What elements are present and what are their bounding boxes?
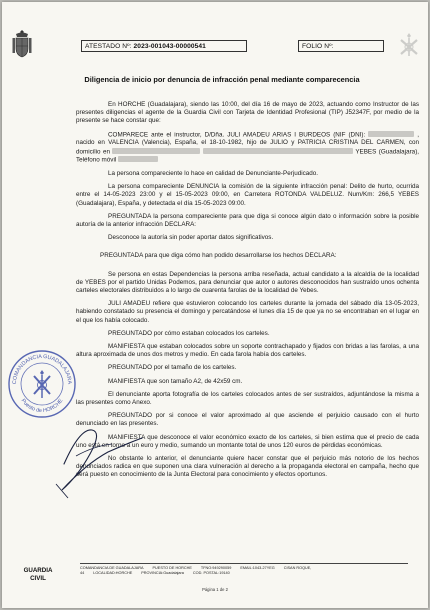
comparece-text-2: , nacido en VALENCIA (Valencia), España, el 18-10-1982, hijo de JULIO y PATRICIA CRISTINA DEL CARMEN, con domicilio en [76,131,420,156]
atestado-label: ATESTADO Nº: [85,43,132,50]
footer-provincia: PROVINCIA:Guadalajara [141,571,184,576]
guardia-civil-emblem-icon [397,32,421,58]
paragraph-persona: Se persona en estas Dependencias la persona arriba reseñada, actual candidato a la alcaldía de la localidad de YEBES por el partido Unidas Podemos, para denunciar que autor o autores desconocidos han sustraído unos ochenta carteles electorales distribuidos a lo largo de cuarenta farolas de la localidad de Yebes. [76,270,419,294]
footer-address: CISAN ROQUE, [283,566,312,570]
paragraph-juli-refiere: JULI AMADEU refiere que estuvieron colocando los carteles durante la jornada del sábado día 13-05-2023, habiendo constatado su presencia el domingo y percatándose el lunes día 15 de que ya no se encontraban en el lugar en el que los había colocado. [76,300,419,324]
paragraph-manifiesta-valor: MANIFIESTA que desconoce el valor económico exacto de los carteles, si bien estima que el precio de cada uno está en torno a un euro y medio, sumando un montante total de unos 120 euros de pérdidas económicas. [76,433,419,449]
folio-box [298,40,384,52]
stamp-bottom-text: Puesto de HORCHE [19,398,65,415]
redacted-address-2 [203,148,353,154]
document-page [2,2,428,608]
stamp-top-text: COMANDANCIA GUADALAJARA [11,353,73,385]
footer-email: EMAIL:1043-27YEG [240,566,275,570]
paragraph-preguntado-tamano: PREGUNTADO por el tamaño de los carteles. [108,364,237,372]
margin-label-line-2: CIVIL [30,575,46,582]
paragraph-intro: En HORCHE (Guadalajara), siendo las 10:00, del día 16 de mayo de 2023, actuando como Instructor de las presentes diligencias el agente de la Guardia Civil con Tarjeta de Identidad Profesional (TIP) J52347F, por medio de la presente se hace constar que: [76,101,419,125]
paragraph-denuncia: La persona compareciente DENUNCIA la comisión de la siguiente infracción penal: Delito de hurto, ocurrida entre el 14-05-2023 23:00 y el 15-05-2023 09:00, en Carretera ROTONDA VALDELUZ. Num/Km: 266,5 YEBES (Guadalajara), España, y detectada el día 15-05-2023 09:00. [76,183,419,207]
footer-comandancia: COMANDANCIA DE GUADALAJARA [80,566,144,570]
footer-postal-code: COD. POSTAL:19140 [192,571,230,576]
page-footer [80,563,408,577]
page-number: Página 1 de 2 [202,587,228,592]
paragraph-manifiesta-soporte: MANIFIESTA que estaban colocados sobre un soporte contrachapado y fijados con bridas a las farolas, a una altura aproximada de unos dos metros y medio. En cada farola había dos carteles. [76,342,419,359]
paragraph-preguntado-valor: PREGUNTADO por si conoce el valor aproximado al que asciende el perjuicio causado con el hurto denunciado en las presentes. [76,412,419,428]
atestado-number: 2023-001043-00000541 [133,43,206,50]
redacted-address [112,148,200,154]
paragraph-manifiesta-tamano: MANIFIESTA que son tamaño A2, de 42x59 cm. [108,377,243,385]
comparece-text-3: YEBES (Guadalajara), Teléfono móvil [76,148,420,164]
handwritten-signature [46,394,166,504]
document-title: Diligencia de inicio por denuncia de infracción penal mediante comparecencia [84,75,360,84]
paragraph-preguntada-hechos: PREGUNTADA para que diga cómo han podido desarrollarse los hechos DECLARA: [100,252,337,260]
paragraph-comparece [76,131,419,165]
paragraph-no-obstante: No obstante lo anterior, el denunciante quiere hacer constar que el perjuicio más notorio de los hechos denunciados radica en que suponen una clara vulneración al derecho a la propaganda electoral en campaña, hecho que será puesto en conocimiento de la Junta Electoral para conocimiento y efectos oportunos. [76,455,419,479]
paragraph-calidad: La persona compareciente lo hace en calidad de Denunciante-Perjudicado. [108,169,319,177]
paragraph-fotografia: El denunciante aporta fotografía de los carteles colocados antes de ser sustraídos, adjuntándose la misma a las presentes como Anexo. [76,390,419,406]
footer-localidad: LOCALIDAD:HORCHE [93,571,133,576]
paragraph-preguntado-colocados: PREGUNTADO por cómo estaban colocados los carteles. [108,329,270,337]
footer-row-2 [80,571,408,576]
paragraph-preguntada-autoria: PREGUNTADA la persona compareciente para que diga si conoce algún dato o información sobre la posible autoría de la anterior infracción DECLARA: [76,212,419,228]
comparece-text-1: COMPARECE ante el instructor, D/Dña. JULI AMADEU ARIAS I BURDEOS (NIF (DNI): [108,131,366,139]
paragraph-desconoce: Desconoce la autoría sin poder aportar datos significativos. [108,234,274,242]
footer-puesto: PUESTO DE HORCHE [152,566,192,570]
atestado-box [81,40,247,52]
redacted-phone [118,156,158,162]
folio-label: FOLIO Nº: [302,43,334,50]
guardia-civil-margin-label [8,567,68,583]
margin-label-line-1: GUARDIA [23,567,53,574]
footer-telefono: TFNO:949290059 [200,566,232,570]
redacted-nif [368,131,414,137]
spain-coat-of-arms-icon [11,29,33,59]
footer-number: 44 [80,571,85,576]
